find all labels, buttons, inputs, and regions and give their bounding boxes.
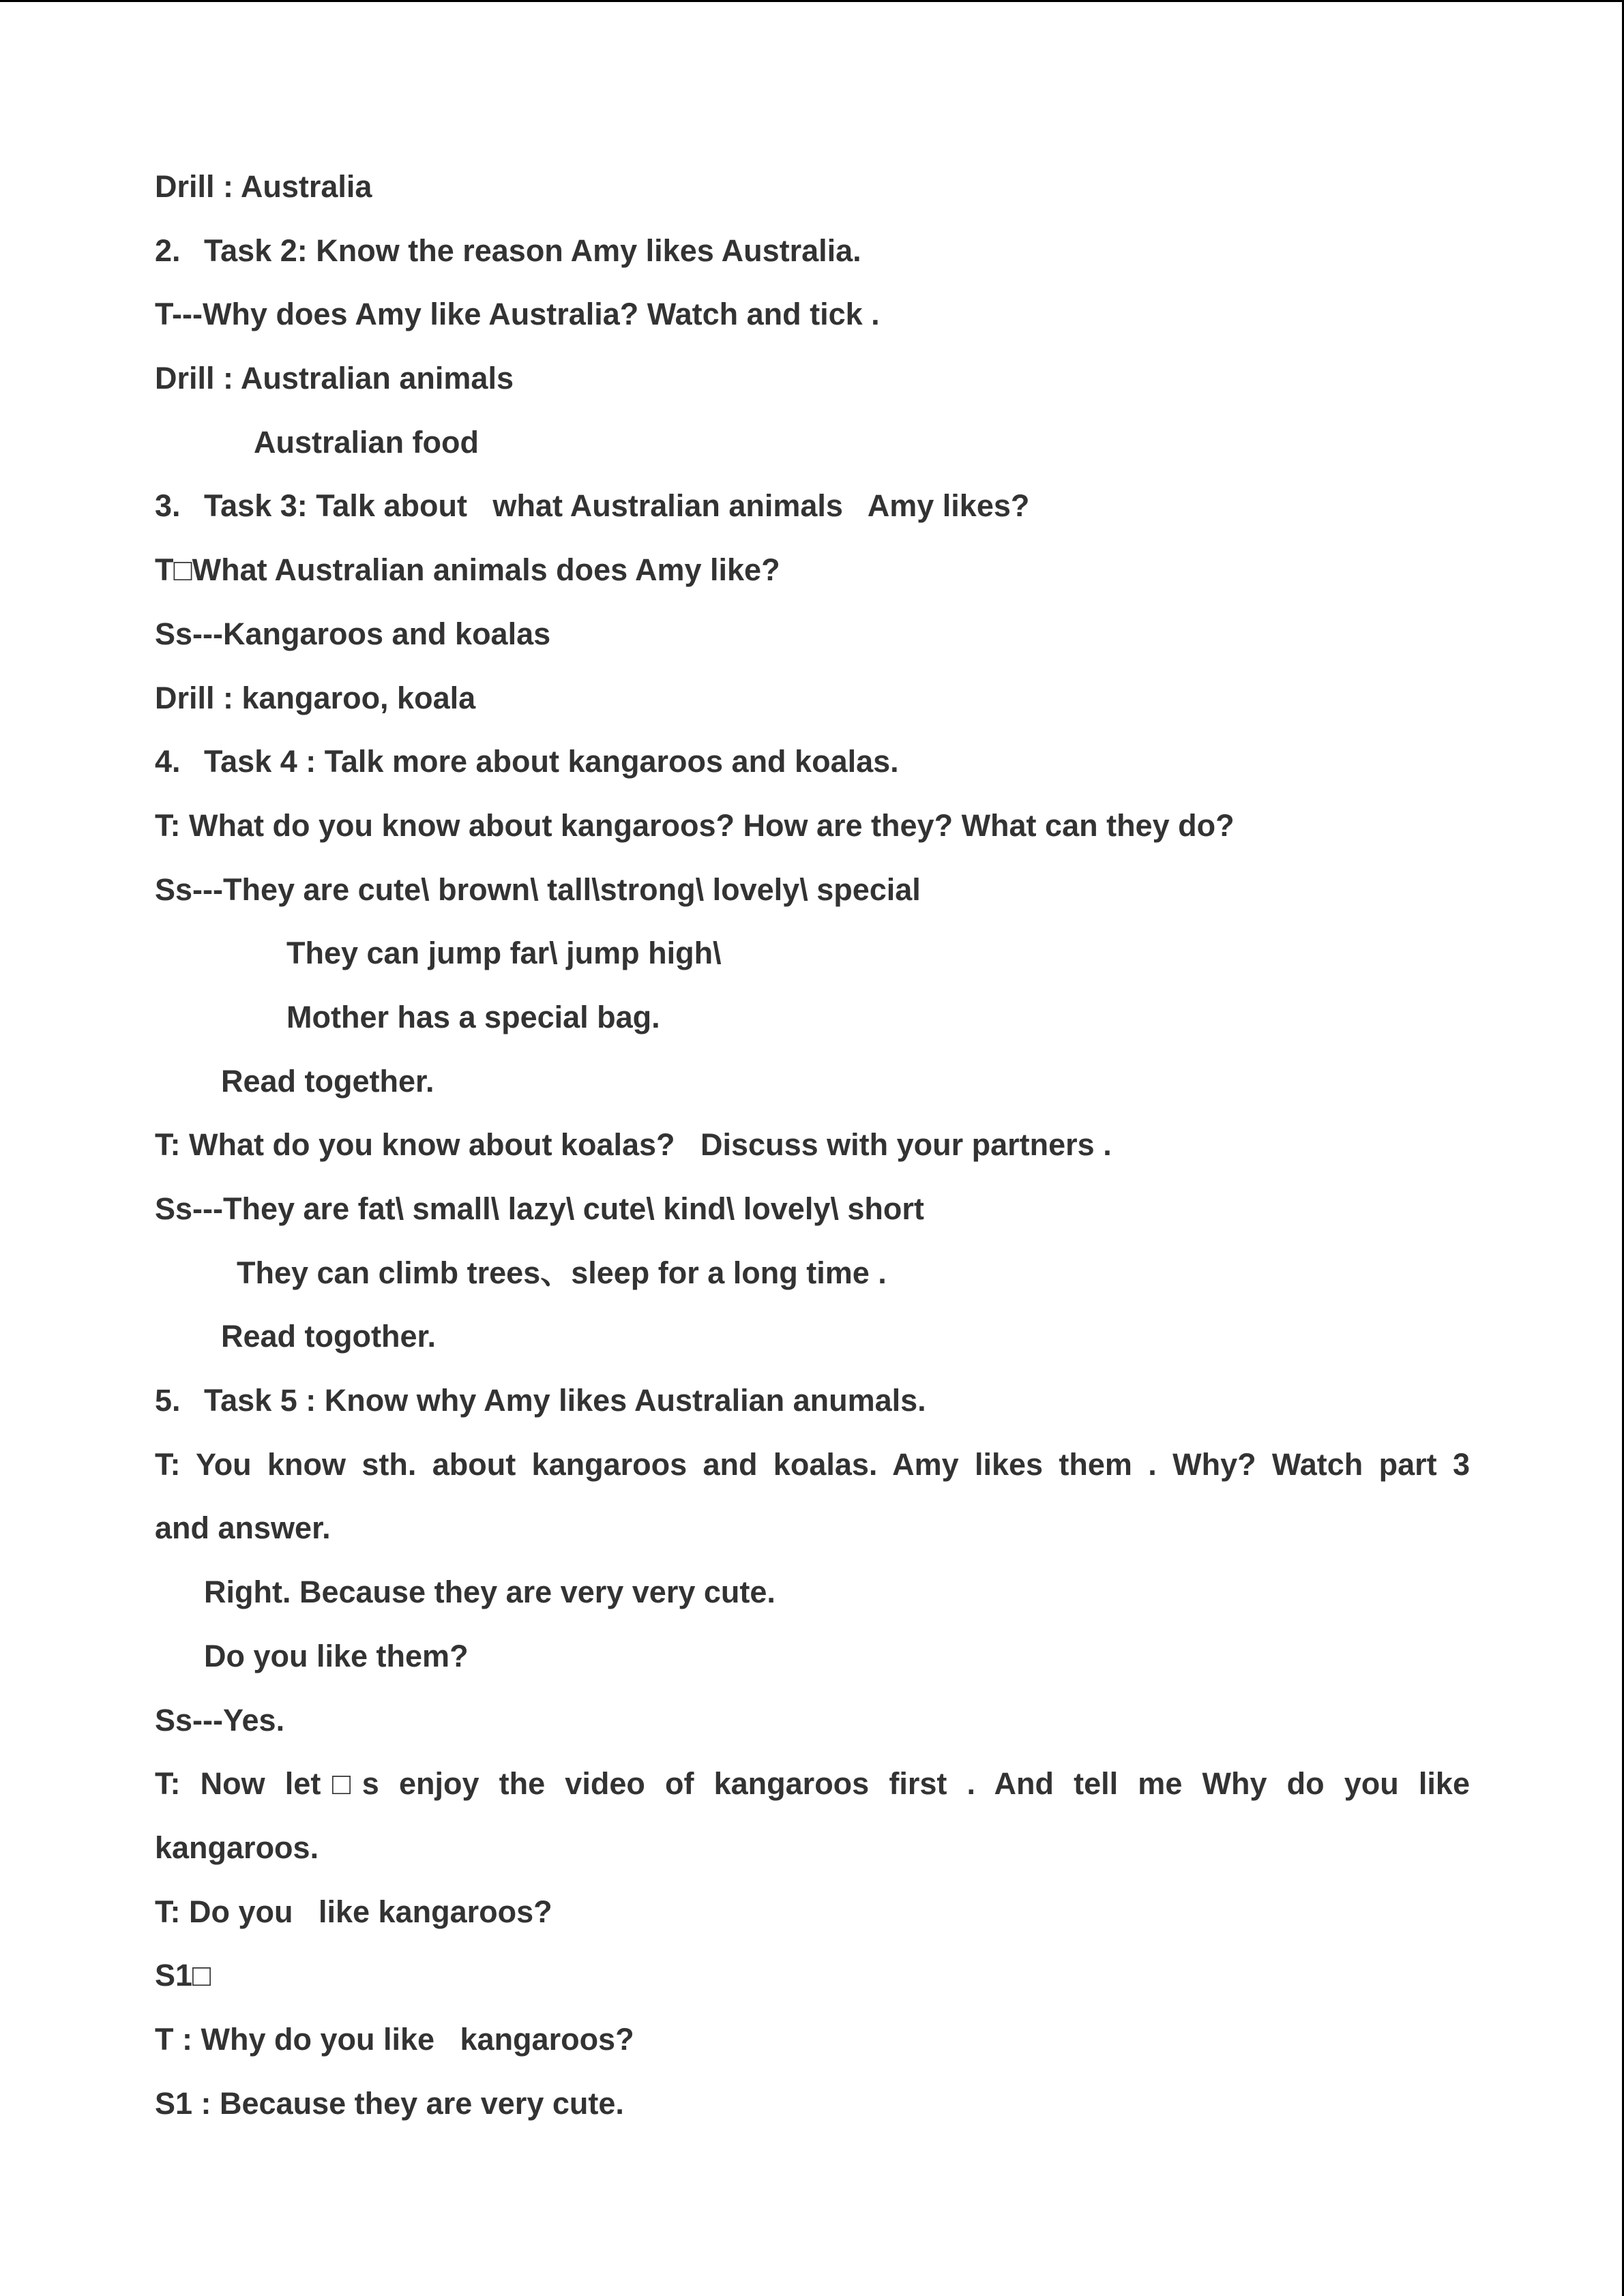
text-line: T: Now let□s enjoy the video of kangaroos first . And tell me Why do you like: [155, 1766, 1470, 1802]
task-heading: [155, 1375, 1470, 1439]
task-heading: [155, 225, 1470, 289]
text-line: T---Why does Amy like Australia? Watch and tick .: [155, 297, 880, 332]
text-line: S1□: [155, 1958, 211, 1993]
text-line: They can climb trees、sleep for a long time .: [237, 1255, 887, 1290]
text-line: T : Why do you like kangaroos?: [155, 2021, 634, 2057]
task-title: Task 4 : Talk more about kangaroos and koalas.: [204, 744, 899, 779]
task-heading: [155, 736, 1470, 800]
task-title: Task 2: Know the reason Amy likes Australia.: [204, 233, 861, 268]
top-border: [0, 0, 1624, 2]
task-title: Task 5 : Know why Amy likes Australian anumals.: [204, 1383, 926, 1418]
text-line: Ss---They are cute\ brown\ tall\strong\ lovely\ special: [155, 871, 921, 907]
text-line: Read together.: [221, 1063, 434, 1099]
text-line: Drill : Australia: [155, 169, 372, 204]
text-line: They can jump far\ jump high\: [286, 936, 722, 971]
text-line: Mother has a special bag.: [286, 999, 660, 1034]
task-heading: [155, 480, 1470, 544]
list-number: 4.: [155, 744, 181, 779]
text-line: Ss---Kangaroos and koalas: [155, 616, 551, 651]
text-line: and answer.: [155, 1510, 331, 1546]
text-line: Australian food: [254, 424, 479, 460]
list-number: 2.: [155, 233, 181, 268]
text-line: Drill : kangaroo, koala: [155, 680, 476, 715]
document-body: [155, 161, 1470, 2141]
text-line: T: You know sth. about kangaroos and koalas. Amy likes them . Why? Watch part 3: [155, 1446, 1470, 1482]
text-line: Ss---They are fat\ small\ lazy\ cute\ kind\ lovely\ short: [155, 1191, 924, 1226]
text-line: Right. Because they are very very cute.: [204, 1575, 776, 1610]
text-line: T: Do you like kangaroos?: [155, 1894, 552, 1929]
text-line: S1 : Because they are very cute.: [155, 2085, 624, 2121]
text-line: kangaroos.: [155, 1830, 319, 1865]
text-line: Drill : Australian animals: [155, 361, 514, 396]
task-title: Task 3: Talk about what Australian animals Amy likes?: [204, 488, 1030, 524]
text-line: T□What Australian animals does Amy like?: [155, 552, 780, 588]
text-line: Read togother.: [221, 1319, 437, 1354]
text-line: Do you like them?: [204, 1638, 469, 1673]
text-line: Ss---Yes.: [155, 1702, 285, 1738]
list-number: 5.: [155, 1383, 181, 1418]
text-line: T: What do you know about kangaroos? How are they? What can they do?: [155, 807, 1235, 843]
list-number: 3.: [155, 488, 181, 524]
text-line: T: What do you know about koalas? Discuss with your partners .: [155, 1127, 1112, 1163]
